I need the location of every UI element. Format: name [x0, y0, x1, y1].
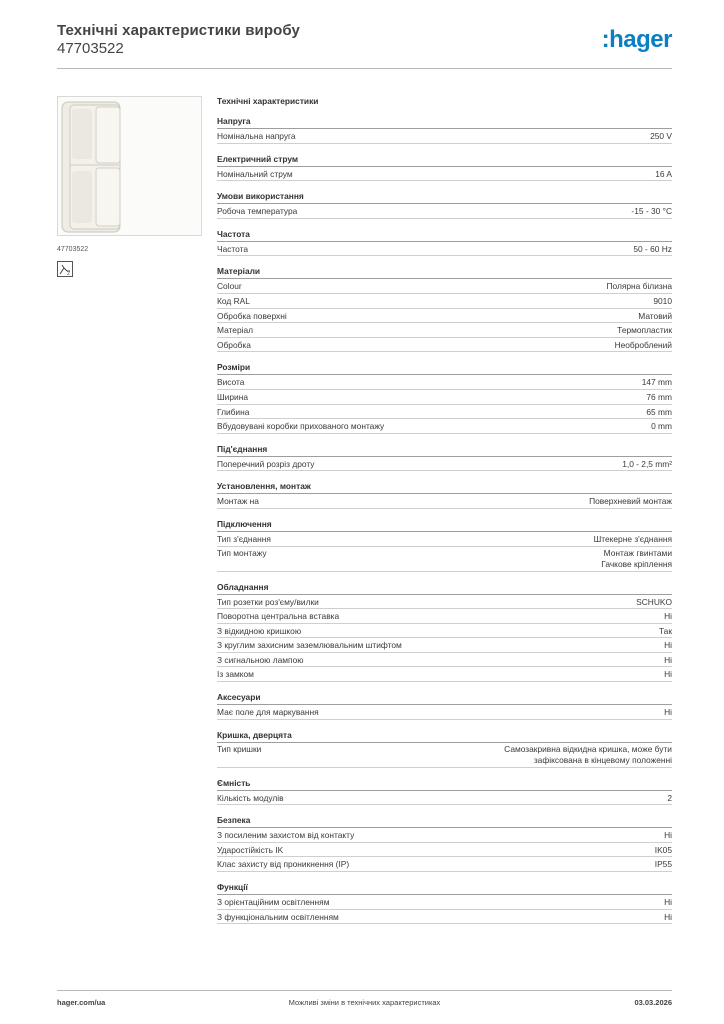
spec-group	[217, 778, 672, 806]
spec-value: Полярна білизна	[606, 281, 672, 292]
class-2-insulation-icon	[57, 261, 73, 277]
spec-row	[217, 419, 672, 434]
spec-row	[217, 705, 672, 720]
spec-row	[217, 828, 672, 843]
spec-value: Ні	[664, 897, 672, 908]
spec-value: Ні	[664, 911, 672, 922]
spec-label: Із замком	[217, 669, 254, 680]
spec-row	[217, 204, 672, 219]
spec-group-title: Аксесуари	[217, 692, 672, 705]
spec-value: Необроблений	[614, 339, 672, 350]
footer-disclaimer: Можливі зміни в технічних характеристиках	[288, 998, 441, 1007]
spec-label: Поворотна центральна вставка	[217, 611, 340, 622]
spec-label: З посиленим захистом від контакту	[217, 830, 355, 841]
spec-row	[217, 532, 672, 547]
spec-label: З функціональним освітленням	[217, 911, 339, 922]
spec-group-title: Розміри	[217, 362, 672, 375]
spec-group	[217, 154, 672, 182]
spec-label: Код RAL	[217, 295, 250, 306]
spec-row	[217, 242, 672, 257]
spec-row	[217, 910, 672, 925]
spec-group-title: Електричний струм	[217, 154, 672, 167]
spec-value: Ні	[664, 669, 672, 680]
spec-group-title: Безпека	[217, 815, 672, 828]
svg-text:2: 2	[67, 271, 70, 276]
spec-value: 0 mm	[651, 421, 672, 432]
spec-row	[217, 791, 672, 806]
spec-row	[217, 390, 672, 405]
spec-value: IP55	[654, 859, 672, 870]
spec-group	[217, 229, 672, 257]
spec-label: Обробка	[217, 339, 251, 350]
spec-row	[217, 457, 672, 472]
spec-row	[217, 609, 672, 624]
spec-value: Матовий	[638, 310, 672, 321]
spec-label: Матеріал	[217, 325, 254, 336]
spec-row	[217, 338, 672, 353]
spec-value: Ні	[664, 611, 672, 622]
spec-label: З сигнальною лампою	[217, 654, 304, 665]
spec-label: Має поле для маркування	[217, 707, 319, 718]
spec-row	[217, 494, 672, 509]
spec-group	[217, 266, 672, 352]
header-divider	[57, 68, 672, 69]
spec-value: Ні	[664, 707, 672, 718]
product-code: 47703522	[57, 40, 124, 57]
spec-value: Штекерне з'єднання	[593, 533, 672, 544]
spec-group	[217, 444, 672, 472]
spec-value: 76 mm	[646, 391, 672, 402]
spec-row	[217, 595, 672, 610]
spec-label: Ширина	[217, 391, 248, 402]
spec-group	[217, 692, 672, 720]
spec-label: З орієнтаційним освітленням	[217, 897, 330, 908]
spec-group-title: Установлення, монтаж	[217, 481, 672, 494]
spec-row	[217, 323, 672, 338]
product-reference: 47703522	[57, 246, 89, 253]
spec-label: Colour	[217, 281, 242, 292]
spec-value: 147 mm	[641, 377, 672, 388]
spec-group-title: Під'єднання	[217, 444, 672, 457]
spec-row	[217, 167, 672, 182]
logo-text: :hager	[601, 26, 672, 53]
spec-label: З відкидною кришкою	[217, 625, 302, 636]
spec-group	[217, 815, 672, 872]
spec-groups	[217, 116, 672, 924]
spec-group	[217, 882, 672, 924]
spec-group	[217, 519, 672, 572]
spec-label: Висота	[217, 377, 245, 388]
spec-value: 16 A	[655, 168, 672, 179]
spec-value: Термопластик	[617, 325, 672, 336]
spec-label: Тип з'єднання	[217, 533, 271, 544]
spec-value: -15 - 30 °C	[631, 206, 672, 217]
footer-divider	[57, 990, 672, 991]
spec-row	[217, 743, 672, 768]
spec-label: Робоча температура	[217, 206, 298, 217]
spec-row	[217, 653, 672, 668]
spec-row	[217, 638, 672, 653]
spec-value: SCHUKO	[636, 596, 672, 607]
spec-value: Поверхневий монтаж	[589, 496, 672, 507]
spec-group-title: Функції	[217, 882, 672, 895]
specifications	[217, 96, 672, 934]
spec-group-title: Матеріали	[217, 266, 672, 279]
section-title: Технічні характеристики	[217, 96, 319, 106]
spec-label: Клас захисту від проникнення (IP)	[217, 859, 350, 870]
spec-value: 50 - 60 Hz	[633, 243, 672, 254]
spec-label: Тип монтажу	[217, 547, 267, 558]
spec-label: З круглим захисним заземлювальним штифтом	[217, 640, 402, 651]
spec-value: Монтаж гвинтами Гачкове кріплення	[601, 547, 672, 569]
hager-logo[interactable]	[602, 26, 672, 54]
product-image	[57, 96, 202, 236]
spec-value: Так	[658, 625, 672, 636]
footer-website-link[interactable]: hager.com/ua	[57, 998, 106, 1007]
spec-group-title: Підключення	[217, 519, 672, 532]
page-header	[57, 22, 672, 70]
spec-label: Номінальний струм	[217, 168, 293, 179]
spec-group	[217, 116, 672, 144]
spec-label: Поперечний розріз дроту	[217, 458, 315, 469]
spec-value: IK05	[654, 844, 672, 855]
spec-row	[217, 843, 672, 858]
product-sidebar	[57, 96, 202, 277]
spec-value: Ні	[664, 830, 672, 841]
spec-group	[217, 481, 672, 509]
spec-group-title: Ємність	[217, 778, 672, 791]
spec-row	[217, 294, 672, 309]
spec-row	[217, 895, 672, 910]
spec-row	[217, 857, 672, 872]
spec-row	[217, 129, 672, 144]
spec-label: Кількість модулів	[217, 792, 284, 803]
spec-group-title: Напруга	[217, 116, 672, 129]
spec-label: Глибина	[217, 406, 250, 417]
spec-group	[217, 730, 672, 768]
spec-row	[217, 547, 672, 572]
spec-value: 1,0 - 2,5 mm²	[622, 458, 672, 469]
spec-row	[217, 279, 672, 294]
spec-label: Обробка поверхні	[217, 310, 287, 321]
spec-group	[217, 582, 672, 683]
spec-label: Тип кришки	[217, 743, 262, 754]
spec-row	[217, 375, 672, 390]
spec-group-title: Кришка, дверцята	[217, 730, 672, 743]
spec-group	[217, 191, 672, 219]
spec-value: 250 V	[650, 131, 672, 141]
spec-value: 65 mm	[646, 406, 672, 417]
spec-label: Монтаж на	[217, 496, 259, 507]
spec-group-title: Обладнання	[217, 582, 672, 595]
spec-group-title: Умови використання	[217, 191, 672, 204]
spec-value: Ні	[664, 640, 672, 651]
spec-label: Номінальна напруга	[217, 131, 296, 141]
spec-row	[217, 667, 672, 682]
page-title: Технічні характеристики виробу	[57, 22, 300, 39]
spec-group-title: Частота	[217, 229, 672, 242]
spec-value: 2	[667, 792, 672, 803]
spec-label: Ударостійкість IK	[217, 844, 284, 855]
spec-value: Ні	[664, 654, 672, 665]
footer-date: 03.03.2026	[634, 998, 672, 1007]
spec-label: Вбудовувані коробки прихованого монтажу	[217, 421, 385, 432]
spec-label: Частота	[217, 243, 249, 254]
spec-row	[217, 624, 672, 639]
spec-group	[217, 362, 672, 433]
socket-illustration	[58, 97, 201, 235]
spec-value: Самозакривна відкидна кришка, може бути зафіксована в кінцевому положенні	[504, 743, 672, 765]
spec-row	[217, 405, 672, 420]
spec-row	[217, 309, 672, 324]
spec-value: 9010	[653, 295, 672, 306]
spec-label: Тип розетки роз'єму/вилки	[217, 596, 319, 607]
